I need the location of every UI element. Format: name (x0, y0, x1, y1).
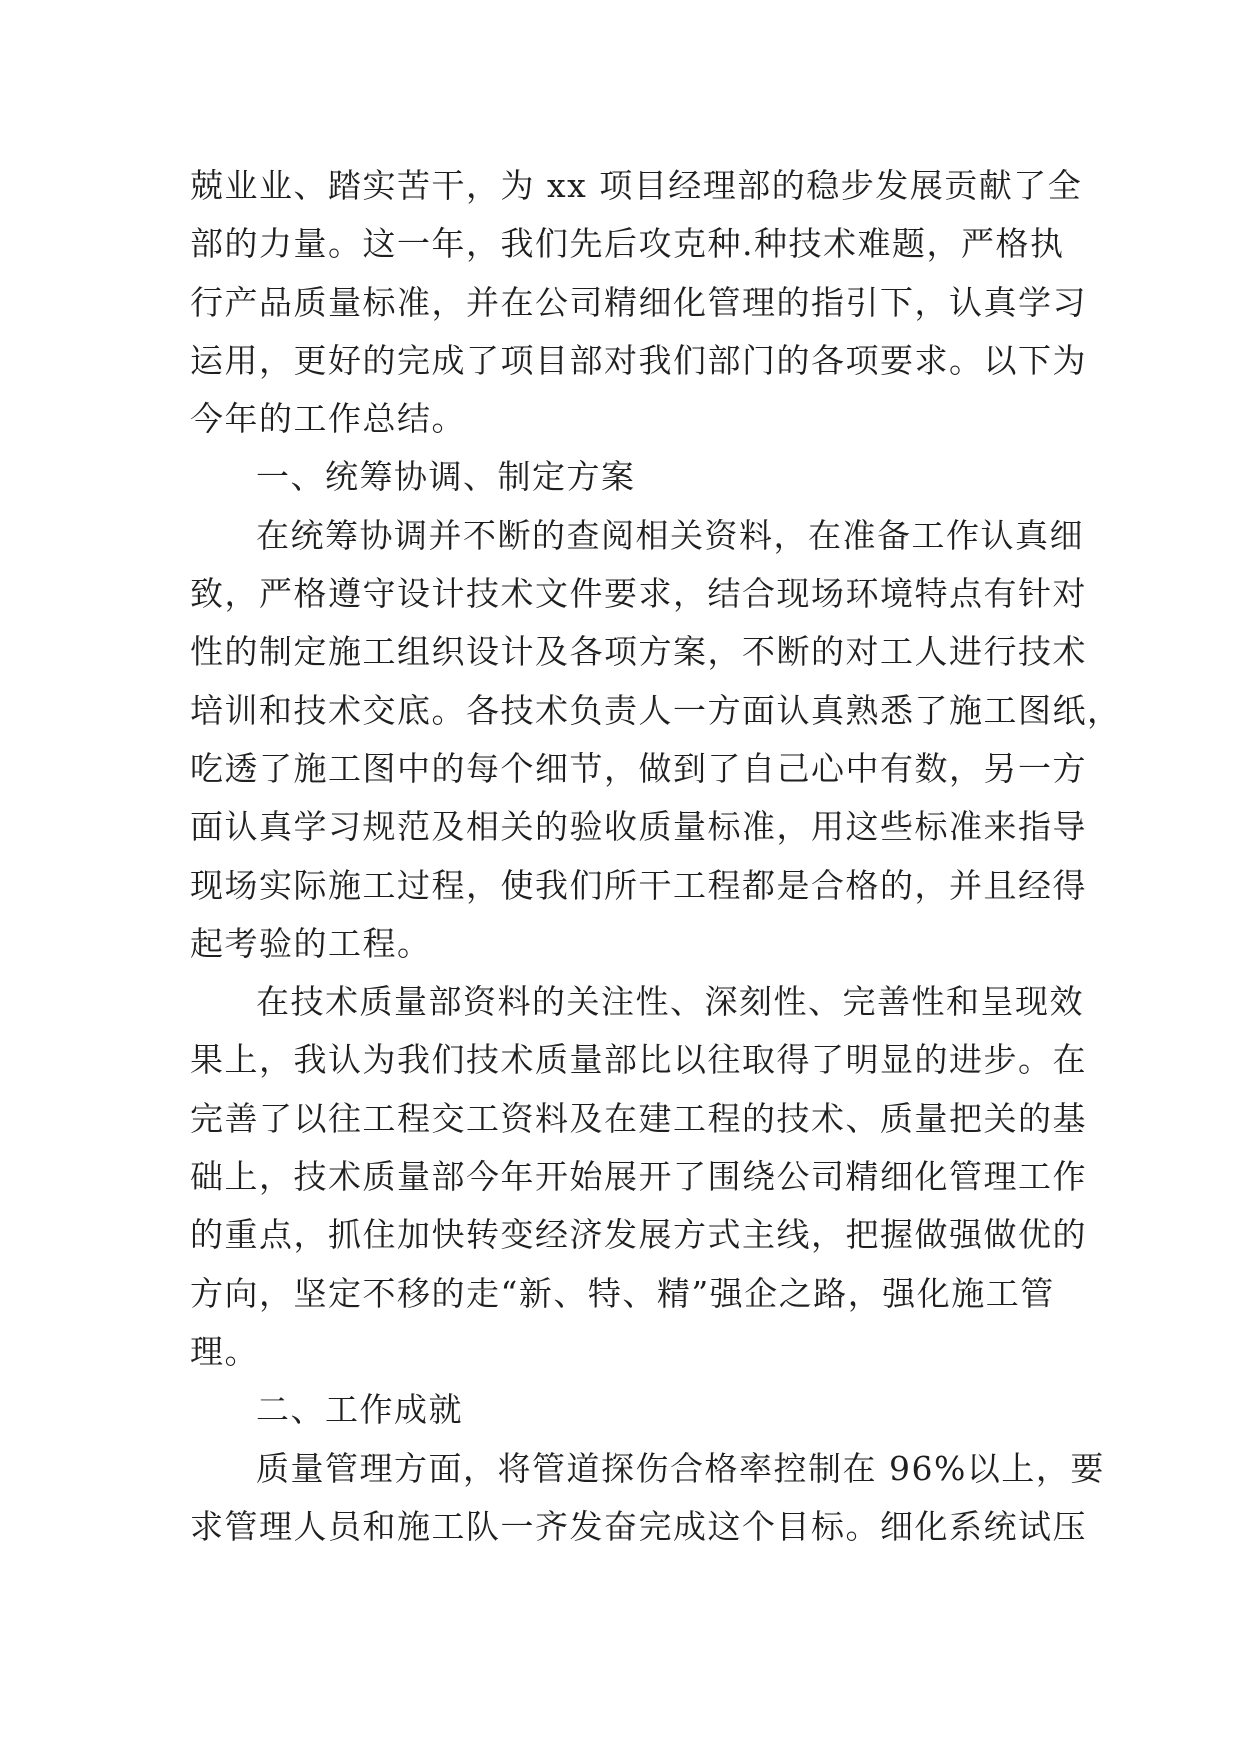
text-line: 础上，技术质量部今年开始展开了围绕公司精细化管理工作 (190, 1157, 1087, 1197)
text-line: 完善了以往工程交工资料及在建工程的技术、质量把关的基 (190, 1098, 1087, 1138)
text-line: 的重点，抓住加快转变经济发展方式主线，把握做强做优的 (190, 1215, 1087, 1255)
text-line: 果上，我认为我们技术质量部比以往取得了明显的进步。在 (190, 1040, 1087, 1080)
text-line: 今年的工作总结。 (190, 399, 466, 439)
text-line: 吃透了施工图中的每个细节，做到了自己心中有数，另一方 (190, 748, 1087, 788)
text-line: 起考验的工程。 (190, 923, 432, 963)
body-text (190, 157, 1122, 1556)
text-line: 一、统筹协调、制定方案 (256, 457, 636, 497)
text-line: 行产品质量标准，并在公司精细化管理的指引下，认真学习 (190, 282, 1087, 322)
text-line: 性的制定施工组织设计及各项方案，不断的对工人进行技术 (190, 632, 1087, 672)
text-line: 在技术质量部资料的关注性、深刻性、完善性和呈现效 (256, 982, 1084, 1022)
text-line: 在统筹协调并不断的查阅相关资料，在准备工作认真细 (256, 515, 1084, 555)
text-line: 培训和技术交底。各技术负责人一方面认真熟悉了施工图纸， (190, 690, 1122, 730)
text-line: 现场实际施工过程，使我们所干工程都是合格的，并且经得 (190, 865, 1087, 905)
text-line: 运用，更好的完成了项目部对我们部门的各项要求。以下为 (190, 340, 1087, 380)
text-line: 面认真学习规范及相关的验收质量标准，用这些标准来指导 (190, 807, 1087, 847)
text-line: 方向，坚定不移的走“新、特、精”强企之路，强化施工管 (190, 1273, 1055, 1313)
text-line: 部的力量。这一年，我们先后攻克种.种技术难题，严格执 (190, 224, 1065, 264)
text-line: 质量管理方面，将管道探伤合格率控制在 96%以上，要 (256, 1448, 1105, 1488)
text-line: 二、工作成就 (256, 1390, 463, 1430)
text-line: 理。 (190, 1331, 259, 1371)
text-line: 求管理人员和施工队一齐发奋完成这个目标。细化系统试压 (190, 1506, 1087, 1546)
text-line: 兢业业、踏实苦干，为 xx 项目经理部的稳步发展贡献了全 (190, 166, 1083, 205)
text-line: 致，严格遵守设计技术文件要求，结合现场环境特点有针对 (190, 574, 1087, 614)
